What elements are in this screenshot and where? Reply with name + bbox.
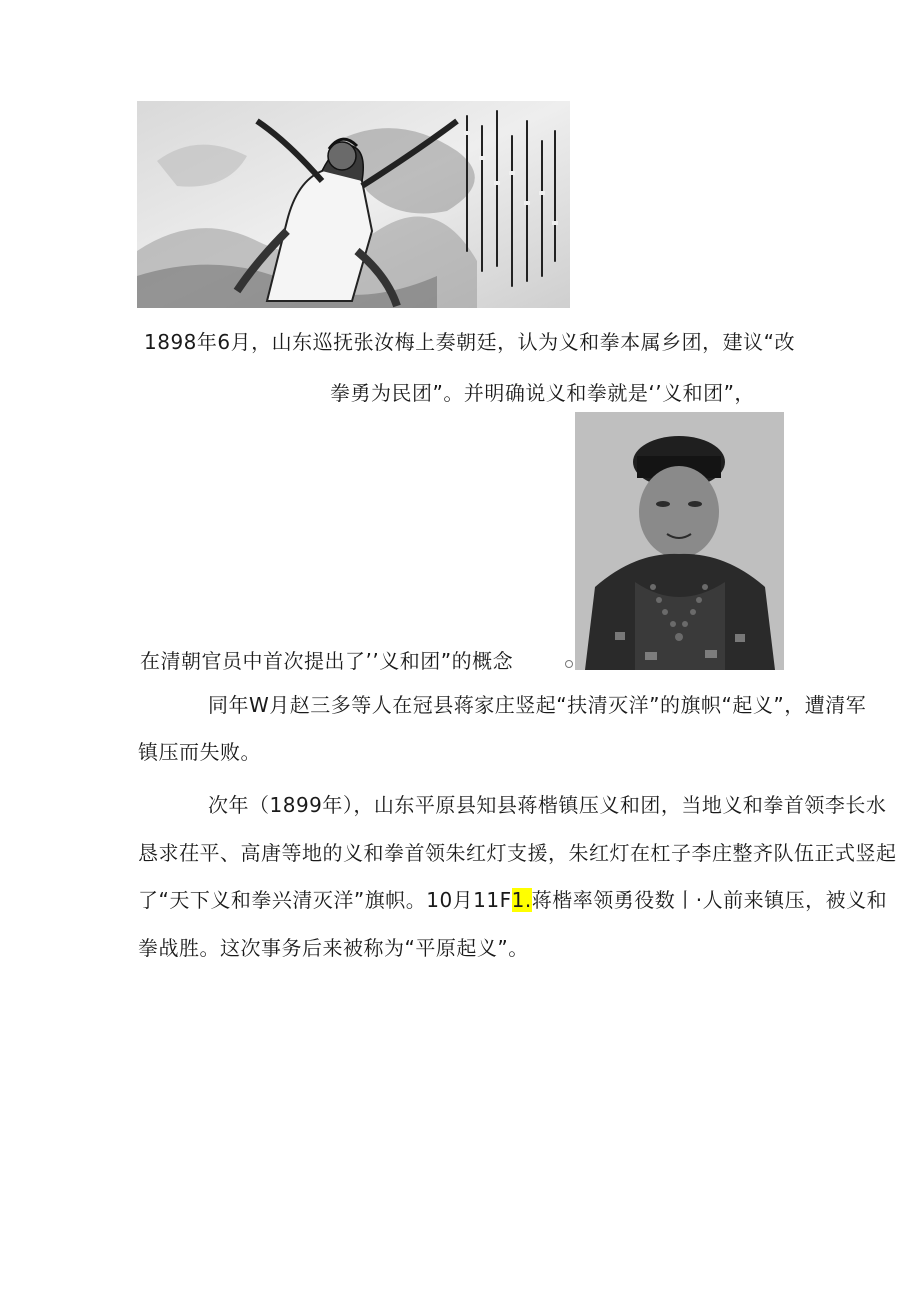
image-anchor-icon (565, 660, 573, 668)
paragraph-1-line-1: 1898年6月，山东巡抚张汝梅上奏朝廷，认为义和拳本属乡团，建议“改 (144, 330, 795, 354)
ink-painting-illustration (137, 101, 570, 308)
portrait-photo (575, 412, 784, 670)
paragraph-2-line-2: 镇压而失败。 (138, 740, 261, 764)
paragraph-3-line-4: 拳战胜。这次事务后来被称为“平原起义”。 (138, 936, 529, 960)
paragraph-3-line-3 (138, 887, 887, 913)
highlighted-text: 1. (511, 888, 532, 912)
paragraph-3-line-3-before: 了“天下义和拳兴清灭洋”旗帜。10月11F (138, 888, 512, 912)
paragraph-3-line-3-after: 蒋楷率领勇役数丨·人前来镇压，被义和 (531, 888, 888, 912)
paragraph-1-line-2: 拳勇为民团”。并明确说义和拳就是‘’义和团”， (330, 381, 755, 405)
paragraph-2-line-1: 同年W月赵三多等人在冠县蒋家庄竖起“扶清灭洋”的旗帜“起义”，遭清军 (208, 693, 867, 717)
paragraph-3-line-2: 恳求茌平、高唐等地的义和拳首领朱红灯支援，朱红灯在杠子李庄整齐队伍正式竖起 (138, 841, 897, 865)
paragraph-3-line-1: 次年（1899年），山东平原县知县蒋楷镇压义和团，当地义和拳首领李长水 (208, 793, 887, 817)
paragraph-1-line-3: 在清朝官员中首次提出了’’义和团”的概念 (140, 649, 514, 673)
